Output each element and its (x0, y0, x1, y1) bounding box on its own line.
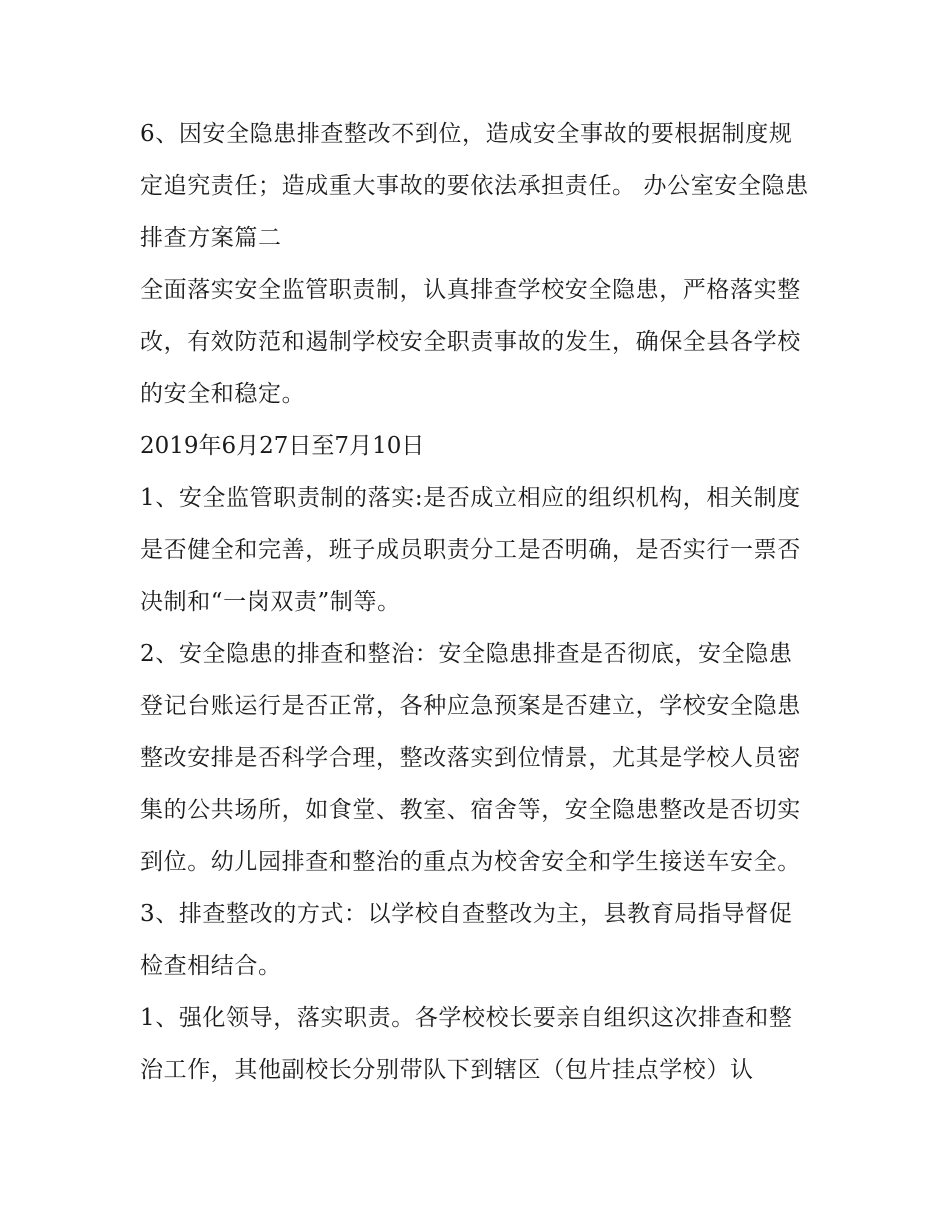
paragraph-item-3-method: 3、排查整改的方式：以学校自查整改为主，县教育局指导督促检查相结合。 (140, 901, 793, 979)
document-body (140, 108, 815, 1096)
paragraph-item-2-inspection: 2、安全隐患的排查和整治：安全隐患排查是否彻底，安全隐患登记台账运行是否正常，各种应急预案是否建立，学校安全隐患整改安排是否科学合理，整改落实到位情景，尤其是学校人员密集的公共场所，如食堂、教室、宿舍等，安全隐患整改是否切实到位。幼儿园排查和整治的重点为校舍安全和学生接送车安全。 (140, 641, 801, 875)
paragraph-objective: 全面落实安全监管职责制，认真排查学校安全隐患，严格落实整改，有效防范和遏制学校安全职责事故的发生，确保全县各学校的安全和稳定。 (140, 277, 801, 407)
paragraph-accountability: 6、因安全隐患排查整改不到位，造成安全事故的要根据制度规定追究责任；造成重大事故的要依法承担责任。 办公室安全隐患排查方案篇二 (140, 121, 809, 251)
paragraph-item-1-responsibility: 1、安全监管职责制的落实:是否成立相应的组织机构，相关制度是否健全和完善，班子成员职责分工是否明确，是否实行一票否决制和“一岗双责”制等。 (140, 485, 801, 615)
paragraph-date-range: 2019年6月27日至7月10日 (140, 433, 425, 459)
paragraph-leadership: 1、强化领导，落实职责。各学校校长要亲自组织这次排查和整治工作，其他副校长分别带队下到辖区（包片挂点学校）认 (140, 1005, 793, 1083)
